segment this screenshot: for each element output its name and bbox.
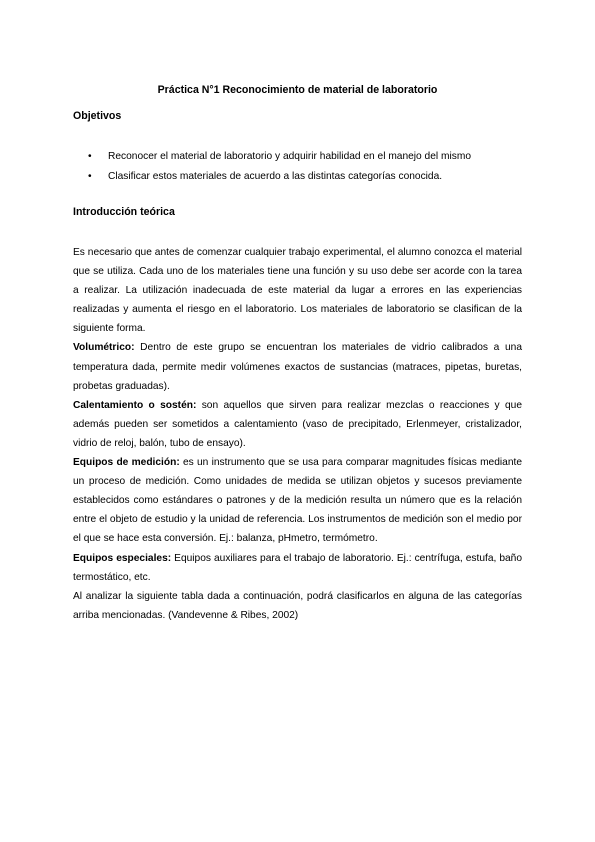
objective-text: Clasificar estos materiales de acuerdo a las distintas categorías conocida. — [108, 171, 443, 182]
objectives-list — [73, 150, 523, 190]
category-term: Calentamiento o sostén: — [73, 399, 197, 411]
list-item — [73, 150, 523, 170]
category-paragraph — [73, 453, 522, 548]
category-description: Dentro de este grupo se encuentran los materiales de vidrio calibrados a una temperatura dada, permite medir volúmenes exactos de sustancias (matraces, pipetas, buretas, probetas graduadas). — [73, 342, 522, 392]
list-item — [73, 170, 523, 190]
objective-text: Reconocer el material de laboratorio y adquirir habilidad en el manejo del mismo — [108, 151, 471, 162]
category-description: son aquellos que sirven para realizar mezclas o reacciones y que además pueden ser sometidos a calentamiento (vaso de precipitado, Erlenmeyer, cristalizador, vidrio de reloj, balón, tubo de ensayo). — [73, 399, 522, 449]
introduction-body — [73, 243, 522, 625]
intro-paragraph: Es necesario que antes de comenzar cualquier trabajo experimental, el alumno conozca el material que se utiliza. Cada uno de los materiales tiene una función y su uso debe ser acorde con la tarea a realizar. La utilización inadecuada de este material da lugar a errores en las experiencias realizadas y aumenta el riesgo en el laboratorio. Los materiales de laboratorio se clasifican de la siguiente forma. — [73, 247, 522, 335]
document-title: Práctica N°1 Reconocimiento de material de laboratorio — [157, 84, 438, 96]
category-term: Equipos de medición: — [73, 457, 180, 469]
objectives-heading: Objetivos — [73, 110, 122, 122]
category-description: es un instrumento que se usa para comparar magnitudes físicas mediante un proceso de medición. Como unidades de medida se utilizan objetos y sucesos previamente establecidos como estándares o patrones y de la medición resulta un número que es la relación entre el objeto de estudio y la unidad de referencia. Los instrumentos de medición son el medio por el que se hace esta conversión. Ej.: balanza, pHmetro, termómetro. — [73, 457, 522, 545]
closing-paragraph: Al analizar la siguiente tabla dada a continuación, podrá clasificarlos en alguna de las categorías arriba mencionadas. (Vandevenne & Ribes, 2002) — [73, 590, 522, 621]
introduction-heading: Introducción teórica — [73, 206, 175, 218]
category-paragraph — [73, 338, 522, 395]
bullet-icon: • — [88, 171, 92, 182]
bullet-icon: • — [88, 151, 92, 162]
category-description: Equipos auxiliares para el trabajo de laboratorio. Ej.: centrífuga, estufa, baño termostático, etc. — [73, 552, 522, 583]
category-term: Volumétrico: — [73, 342, 135, 354]
category-paragraph — [73, 396, 522, 453]
category-paragraph — [73, 549, 522, 587]
category-term: Equipos especiales: — [73, 552, 172, 564]
